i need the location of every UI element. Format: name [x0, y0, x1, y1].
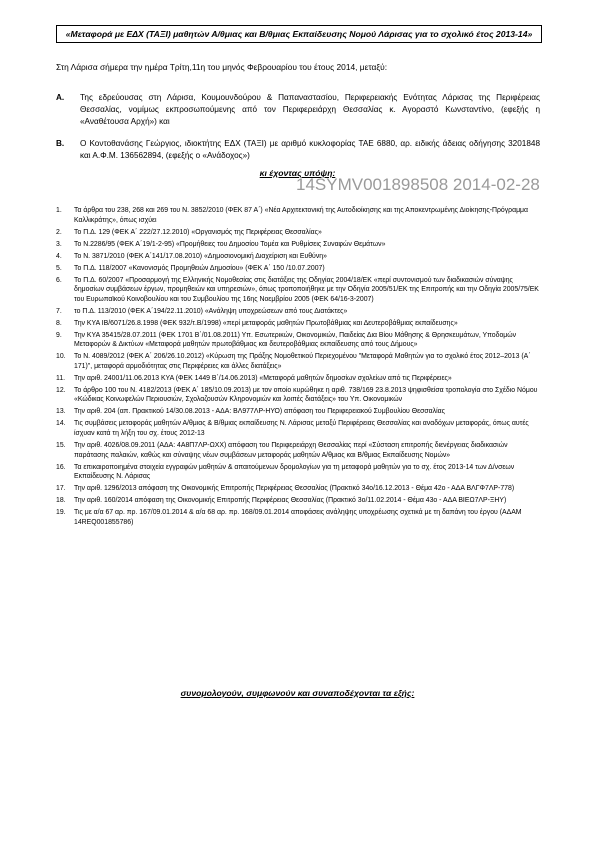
list-item-text: Τα επικαιροποιημένα στοιχεία εγγραφών μαθητών & απαιτούμενων δρομολογίων για τη μεταφορά μαθητών για το σχ. έτος 2013-14 των Δ/νσεων Εκπαίδευσης Ν. Λάρισας: [74, 463, 515, 481]
list-item-text: Την αριθ. 4026/08.09.2011 (ΑΔΑ: 4Α8Π7ΛΡ-ΩΧΧ) απόφαση του Περιφερειάρχη Θεσσαλίας περί «Σύσταση επιτροπής διενέργειας διαδικασιών παράτασης παλαιών, καθώς και σύναψης νέων συμβάσεων μεταφοράς μαθητών Α/θμιας και Β/θμιας Εκπαίδευσης Νομών»: [74, 441, 508, 459]
having-heading: κι έχοντας υπόψη:: [259, 168, 336, 178]
registry-stamp: 14SYMV001898508 2014-02-28: [296, 175, 540, 194]
considerations-list: [56, 206, 540, 530]
list-item: [56, 240, 540, 250]
list-item-number: 13.: [56, 408, 66, 416]
list-item: [56, 407, 540, 417]
list-item-text: Το άρθρο 100 του Ν. 4182/2013 (ΦΕΚ Α΄ 185/10.09.2013) με τον οποίο κυρώθηκε η αριθ. 738/169 23.8.2013 ψηφισθείσα τροπολογία στο Σχέδιο Νόμου «Κώδικας Κοινωφελών Περιουσιών, Σχολαζουσών Κληρονομιών και λοιπές διατάξεις» του Υπ. Οικονομικών: [74, 386, 538, 404]
party-b-text: Ο Κοντοθανάσης Γεώργιος, ιδιοκτήτης ΕΔΧ (ΤΑΞΙ) με αριθμό κυκλοφορίας ΤΑΕ 6880, αρ. ειδικής άδειας οδήγησης 3201848 και Α.Φ.Μ. 136562894, (εφεξής ο «Ανάδοχος»): [80, 139, 540, 160]
list-item-number: 6.: [56, 276, 62, 284]
list-item: [56, 276, 540, 305]
list-item-text: Το Π.Δ. 118/2007 «Κανονισμός Προμηθειών Δημοσίου» (ΦΕΚ Α΄ 150 /10.07.2007): [74, 264, 325, 272]
list-item-number: 11.: [56, 374, 66, 382]
list-item-number: 17.: [56, 485, 66, 493]
list-item: [56, 319, 540, 329]
list-item-text: Το Ν.2286/95 (ΦΕΚ Α΄19/1-2-95) «Προμήθειες του Δημοσίου Τομέα και Ρυθμίσεις Συναφών Θεμάτων»: [74, 240, 386, 248]
list-item-text: Την αριθ. 24001/11.06.2013 ΚΥΑ (ΦΕΚ 1449 Β΄/14.06.2013) «Μεταφορά μαθητών δημοσίων σχολείων από τις Περιφέρειες»: [74, 374, 452, 382]
list-item-number: 8.: [56, 319, 62, 327]
list-item-text: Την αριθ. 204 (απ. Πρακτικού 14/30.08.2013 - ΑΔΑ: ΒΛ977ΛΡ-ΗΥΟ) απόφαση του Περιφερειακού Συμβουλίου Θεσσαλίας: [74, 408, 445, 416]
list-item-number: 10.: [56, 353, 66, 361]
list-item: [56, 206, 540, 225]
list-item-text: Την ΚΥΑ ΙΒ/6071/26.8.1998 (ΦΕΚ 932/τ.Β/1998) «περί μεταφοράς μαθητών Πρωτοβάθμιας και Δευτεροβάθμιας εκπαίδευσης»: [74, 319, 458, 327]
list-item-text: Την ΚΥΑ 35415/28.07.2011 (ΦΕΚ 1701 Β΄/01.08.2011) Υπ. Εσωτερικών, Οικονομικών, Παιδείας Δια Βίου Μάθησης & Θρησκευμάτων, Υποδομών Μεταφορών & Δικτύων «Μεταφορά μαθητών πρωτοβάθμιας και δευτεροβάθμιας εκπαίδευσης από τους Δήμους»: [74, 331, 517, 349]
list-item-text: Την αριθ. 1296/2013 απόφαση της Οικονομικής Επιτροπής Περιφέρειας Θεσσαλίας (Πρακτικό 34ο/16.12.2013 - Θέμα 42ο - ΑΔΑ ΒΛΓΦ7ΛΡ-778): [74, 485, 515, 493]
list-item-text: το Π.Δ. 113/2010 (ΦΕΚ Α΄194/22.11.2010) «Ανάληψη υποχρεώσεων από τους Διατάκτες»: [74, 307, 348, 315]
list-item-number: 3.: [56, 240, 62, 248]
list-item-number: 16.: [56, 463, 66, 471]
list-item-text: Τις συμβάσεις μεταφοράς μαθητών Α/θμιας & Β/θμιας εκπαίδευσης Ν. Λάρισας μεταξύ Περιφέρειας Θεσσαλίας και αναδόχων μεταφοράς, όπως αυτές ίσχυαν κατά τη λήξη του σχ. έτους 2012-13: [74, 420, 529, 437]
list-item-number: 4.: [56, 252, 62, 260]
list-item: [56, 307, 540, 317]
list-item-text: Τις με α/α 67 αρ. πρ. 167/09.01.2014 & α/α 68 αρ. πρ. 168/09.01.2014 αποφάσεις ανάληψης υποχρέωσης σχετικά με τη δαπάνη του έργου (ΑΔΑΜ 14REQ001855786): [74, 509, 522, 526]
list-item-text: Το Ν. 3871/2010 (ΦΕΚ Α΄141/17.08.2010) «Δημοσιονομική Διαχείριση και Ευθύνη»: [74, 252, 327, 260]
list-item-text: Το Π.Δ. 60/2007 «Προσαρμογή της Ελληνικής Νομοθεσίας στις διατάξεις της Οδηγίας 2004/18/ΕΚ «περί συντονισμού των διαδικασιών σύναψης δημοσίων συμβάσεων έργων, προμηθειών και υπηρεσιών», όπως τροποποιήθηκε με την Οδηγία 2005/51/ΕΚ της Επιτροπής και την Οδηγία 2005/75/ΕΚ του Ευρωπαϊκού Κοινοβουλίου και του Συμβουλίου της 16ης Νοεμβρίου 2005 (ΦΕΚ 64/16-3-2007): [74, 276, 539, 303]
document-title: «Μεταφορά με ΕΔΧ (ΤΑΞΙ) μαθητών Α/θμιας και Β/θμιας Εκπαίδευσης Νομού Λάρισας για το σχολικό έτος 2013-14»: [56, 25, 542, 43]
list-item-text: Το Π.Δ. 129 (ΦΕΚ Α΄ 222/27.12.2010) «Οργανισμός της Περιφέρειας Θεσσαλίας»: [74, 228, 322, 236]
list-item-number: 9.: [56, 331, 62, 339]
party-b: [56, 138, 540, 162]
list-item-number: 15.: [56, 441, 66, 449]
party-a-label: Α.: [56, 93, 65, 102]
list-item: [56, 352, 540, 371]
party-a-text: Της εδρεύουσας στη Λάρισα, Κουμουνδούρου & Παπαναστασίου, Περιφερειακής Ενότητας Λάρισας της Περιφέρειας Θεσσαλίας, νομίμως εκπροσωπούμενης από τον Περιφερειάρχη Θεσσαλίας κ. Αγοραστό Κωνσταντίνο, (εφεξής η «Αναθέτουσα Αρχή») και: [80, 93, 540, 126]
list-item: [56, 441, 540, 460]
list-item: [56, 508, 540, 527]
list-item-number: 1.: [56, 207, 62, 214]
list-item-number: 18.: [56, 497, 66, 505]
list-item-number: 7.: [56, 307, 62, 315]
party-b-label: Β.: [56, 139, 65, 148]
list-item: [56, 496, 540, 506]
list-item-text: Την αριθ. 160/2014 απόφαση της Οικονομικής Επιτροπής Περιφέρειας Θεσσαλίας (Πρακτικό 3ο/11.02.2014 - Θέμα 43ο - ΑΔΑ ΒΙΕΩ7ΛΡ-ΞΗΥ): [74, 497, 507, 505]
list-item: [56, 386, 540, 405]
list-item-text: Τα άρθρα του 238, 268 και 269 του Ν. 3852/2010 (ΦΕΚ 87 Α΄) «Νέα Αρχιτεκτονική της Αυτοδιοίκησης και της Αποκεντρωμένης Διοίκησης-Πρόγραμμα Καλλικράτης», όπως ισχύει: [74, 207, 529, 224]
list-item: [56, 484, 540, 494]
party-a: [56, 92, 540, 128]
list-item-number: 2.: [56, 228, 62, 236]
agreement-heading: συνομολογούν, συμφωνούν και συναποδέχονται τα εξής:: [180, 688, 415, 698]
list-item: [56, 419, 540, 438]
list-item: [56, 331, 540, 350]
list-item: [56, 463, 540, 482]
list-item: [56, 228, 540, 238]
list-item-number: 5.: [56, 264, 62, 272]
list-item-number: 14.: [56, 420, 66, 428]
list-item-number: 12.: [56, 386, 66, 394]
list-item-number: 19.: [56, 509, 66, 517]
list-item: [56, 374, 540, 384]
intro-paragraph: Στη Λάρισα σήμερα την ημέρα Τρίτη,11η του μηνός Φεβρουαρίου του έτους 2014, μεταξύ:: [56, 62, 388, 72]
list-item-text: Το Ν. 4089/2012 (ΦΕΚ Α΄ 206/26.10.2012) «Κύρωση της Πράξης Νομοθετικού Περιεχομένου "Μεταφορά Μαθητών για το σχολικό έτος 2012–2013 (Α΄ 171)", μεταφορά αρμοδιότητας στις Περιφέρειες και άλλες διατάξεις»: [74, 353, 531, 370]
list-item: [56, 264, 540, 274]
list-item: [56, 252, 540, 262]
